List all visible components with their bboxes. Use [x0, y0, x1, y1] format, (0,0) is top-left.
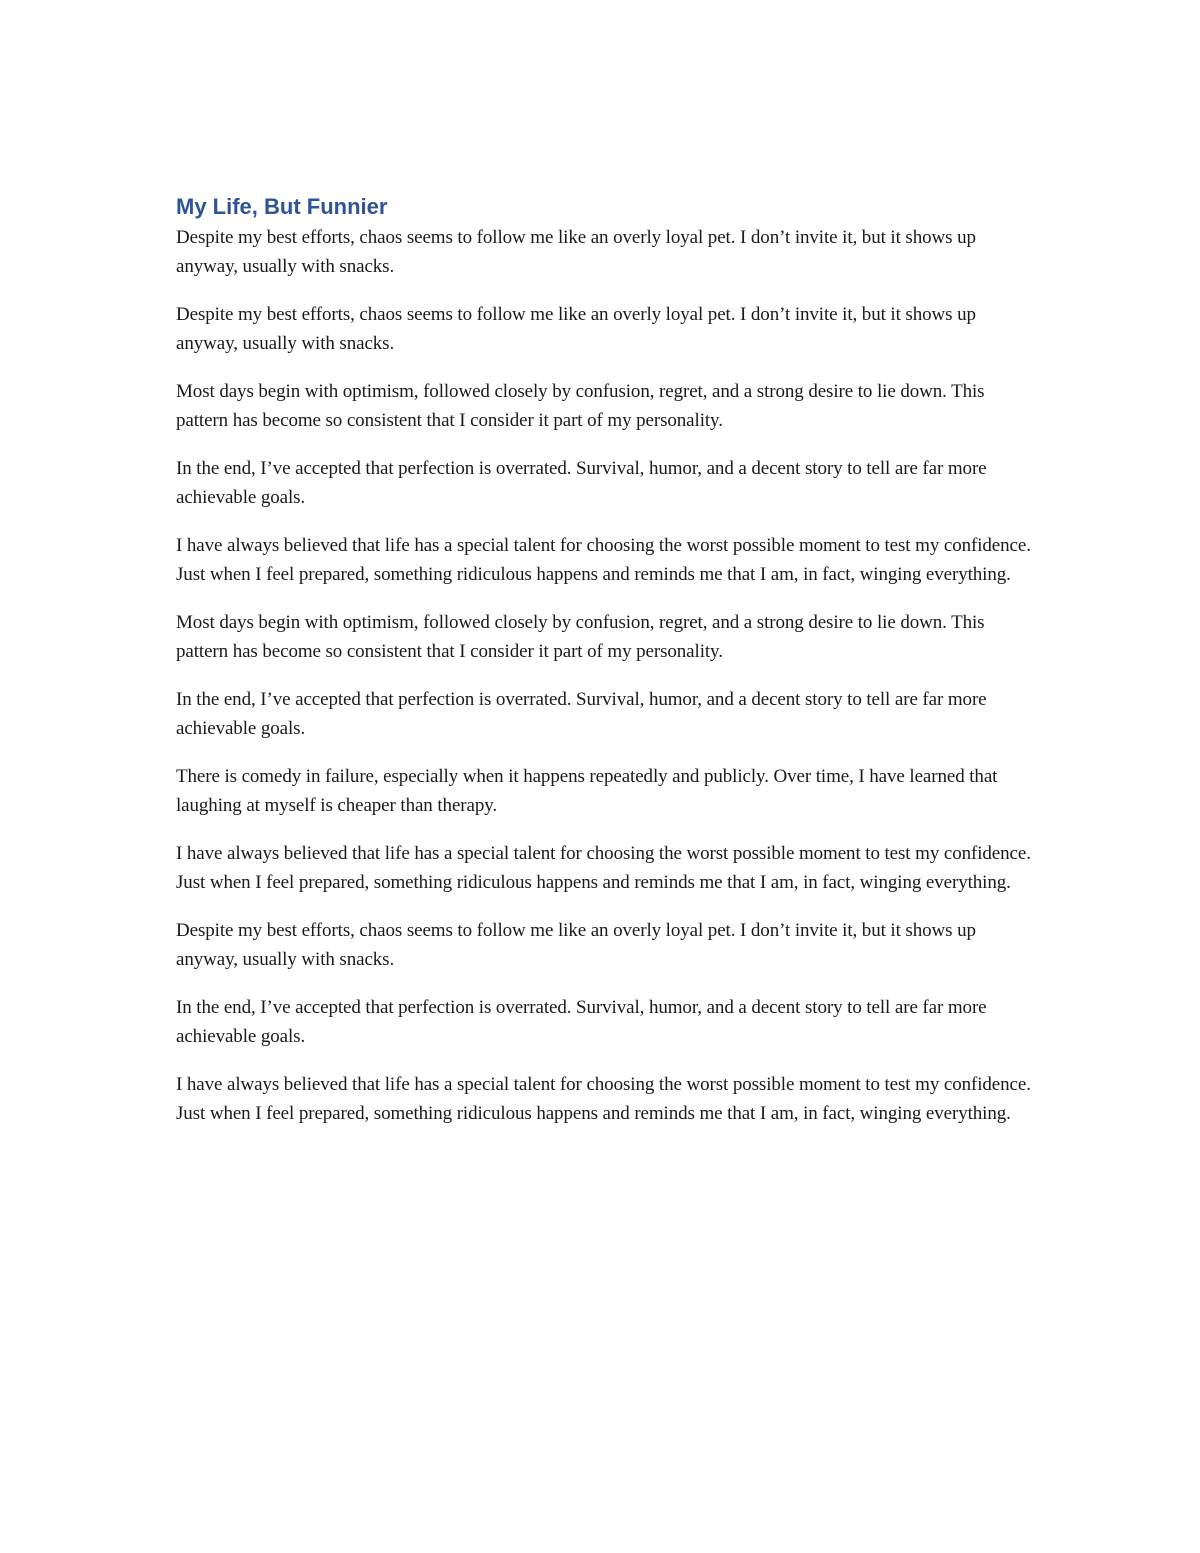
paragraph: Most days begin with optimism, followed closely by confusion, regret, and a strong desire to lie down. This pattern has become so consistent that I consider it part of my personality.: [176, 612, 985, 662]
document-body: [176, 190, 1036, 1147]
paragraph: Despite my best efforts, chaos seems to follow me like an overly loyal pet. I don’t invite it, but it shows up anyway, usually with snacks.: [176, 304, 976, 354]
paragraph: I have always believed that life has a special talent for choosing the worst possible moment to test my confidence. Just when I feel prepared, something ridiculous happens and reminds me that I am, in fact, winging everything.: [176, 843, 1031, 893]
paragraph: In the end, I’ve accepted that perfection is overrated. Survival, humor, and a decent story to tell are far more achievable goals.: [176, 458, 987, 508]
paragraph: I have always believed that life has a special talent for choosing the worst possible moment to test my confidence. Just when I feel prepared, something ridiculous happens and reminds me that I am, in fact, winging everything.: [176, 535, 1031, 585]
paragraph: Despite my best efforts, chaos seems to follow me like an overly loyal pet. I don’t invite it, but it shows up anyway, usually with snacks.: [176, 227, 976, 277]
paragraph: There is comedy in failure, especially when it happens repeatedly and publicly. Over time, I have learned that laughing at myself is cheaper than therapy.: [176, 766, 998, 816]
paragraph: Most days begin with optimism, followed closely by confusion, regret, and a strong desire to lie down. This pattern has become so consistent that I consider it part of my personality.: [176, 381, 985, 431]
paragraph: I have always believed that life has a special talent for choosing the worst possible moment to test my confidence. Just when I feel prepared, something ridiculous happens and reminds me that I am, in fact, winging everything.: [176, 1074, 1031, 1124]
paragraph: In the end, I’ve accepted that perfection is overrated. Survival, humor, and a decent story to tell are far more achievable goals.: [176, 997, 987, 1047]
paragraph: In the end, I’ve accepted that perfection is overrated. Survival, humor, and a decent story to tell are far more achievable goals.: [176, 689, 987, 739]
paragraph: Despite my best efforts, chaos seems to follow me like an overly loyal pet. I don’t invite it, but it shows up anyway, usually with snacks.: [176, 920, 976, 970]
document-title: My Life, But Funnier: [176, 194, 388, 219]
